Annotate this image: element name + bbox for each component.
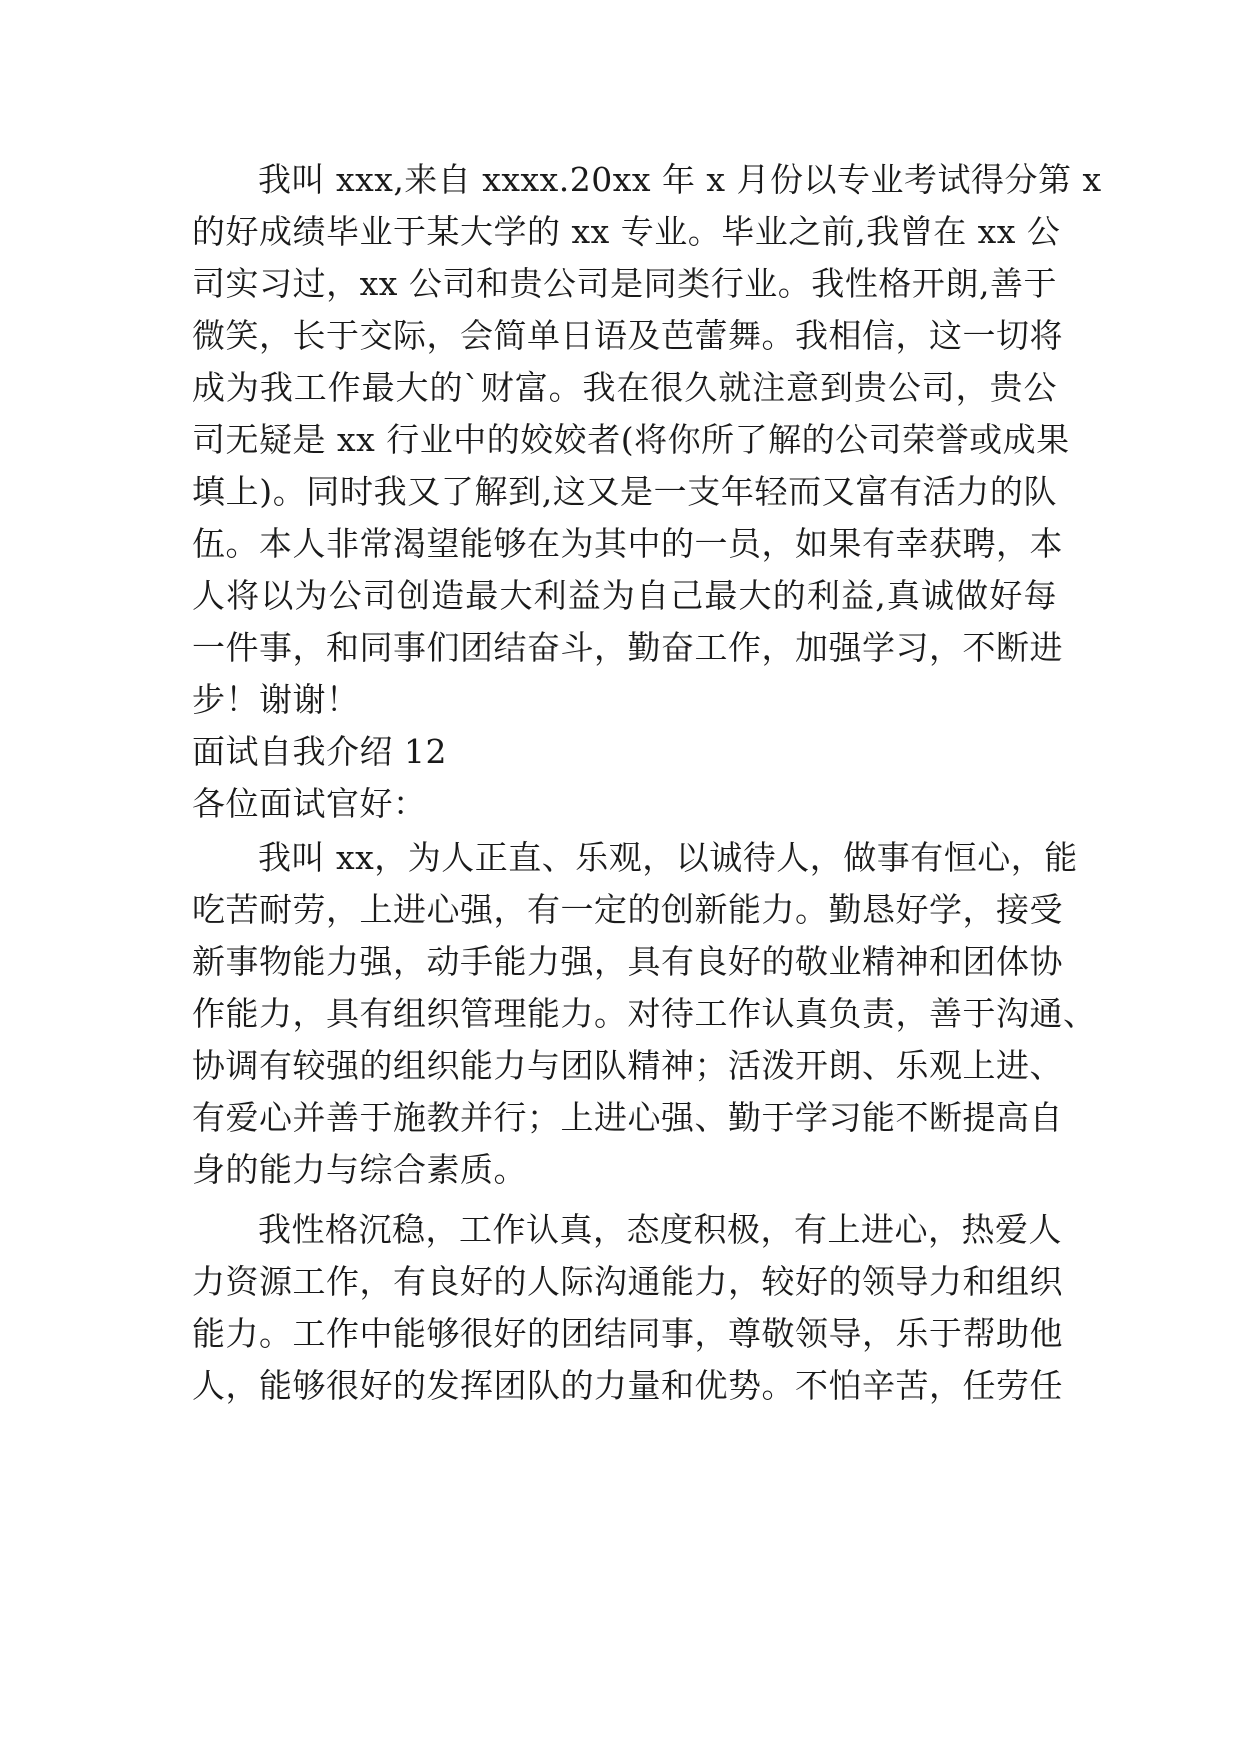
paragraph-1-line-8: 伍。本人非常渴望能够在为其中的一员，如果有幸获聘，本 [192, 524, 1063, 563]
paragraph-2-line-6: 有爱心并善于施教并行；上进心强、勤于学习能不断提高自 [192, 1098, 1063, 1137]
paragraph-1-line-4: 微笑，长于交际，会简单日语及芭蕾舞。我相信，这一切将 [192, 316, 1063, 355]
paragraph-2-line-4: 作能力，具有组织管理能力。对待工作认真负责，善于沟通、 [192, 994, 1097, 1033]
paragraph-2-line-2: 吃苦耐劳，上进心强，有一定的创新能力。勤恳好学，接受 [192, 890, 1063, 929]
paragraph-1-line-2: 的好成绩毕业于某大学的 xx 专业。毕业之前,我曾在 xx 公 [192, 212, 1061, 251]
paragraph-3-line-2: 力资源工作，有良好的人际沟通能力，较好的领导力和组织 [192, 1262, 1063, 1301]
paragraph-1-line-3: 司实习过，xx 公司和贵公司是同类行业。我性格开朗,善于 [192, 264, 1057, 303]
greeting: 各位面试官好： [192, 784, 427, 823]
paragraph-1-line-6: 司无疑是 xx 行业中的姣姣者(将你所了解的公司荣誉或成果 [192, 420, 1070, 459]
paragraph-2-line-3: 新事物能力强，动手能力强，具有良好的敬业精神和团体协 [192, 942, 1063, 981]
paragraph-1-line-7: 填上)。同时我又了解到,这又是一支年轻而又富有活力的队 [192, 472, 1057, 511]
paragraph-1-line-5: 成为我工作最大的`财富。我在很久就注意到贵公司，贵公 [192, 368, 1057, 407]
paragraph-3-line-4: 人，能够很好的发挥团队的力量和优势。不怕辛苦，任劳任 [192, 1366, 1063, 1405]
paragraph-1-line-1: 我叫 xxx,来自 xxxx.20xx 年 x 月份以专业考试得分第 x [258, 160, 1102, 199]
paragraph-1-line-11: 步！谢谢！ [192, 680, 360, 719]
paragraph-2-line-5: 协调有较强的组织能力与团队精神；活泼开朗、乐观上进、 [192, 1046, 1063, 1085]
paragraph-1-line-10: 一件事，和同事们团结奋斗，勤奋工作，加强学习，不断进 [192, 628, 1063, 667]
paragraph-2-line-7: 身的能力与综合素质。 [192, 1150, 527, 1189]
paragraph-3-line-1: 我性格沉稳，工作认真，态度积极，有上进心，热爱人 [258, 1210, 1062, 1249]
paragraph-3-line-3: 能力。工作中能够很好的团结同事，尊敬领导，乐于帮助他 [192, 1314, 1063, 1353]
paragraph-2-line-1: 我叫 xx，为人正直、乐观，以诚待人，做事有恒心，能 [258, 838, 1078, 877]
section-title: 面试自我介绍 12 [192, 732, 447, 771]
paragraph-1-line-9: 人将以为公司创造最大利益为自己最大的利益,真诚做好每 [192, 576, 1057, 615]
